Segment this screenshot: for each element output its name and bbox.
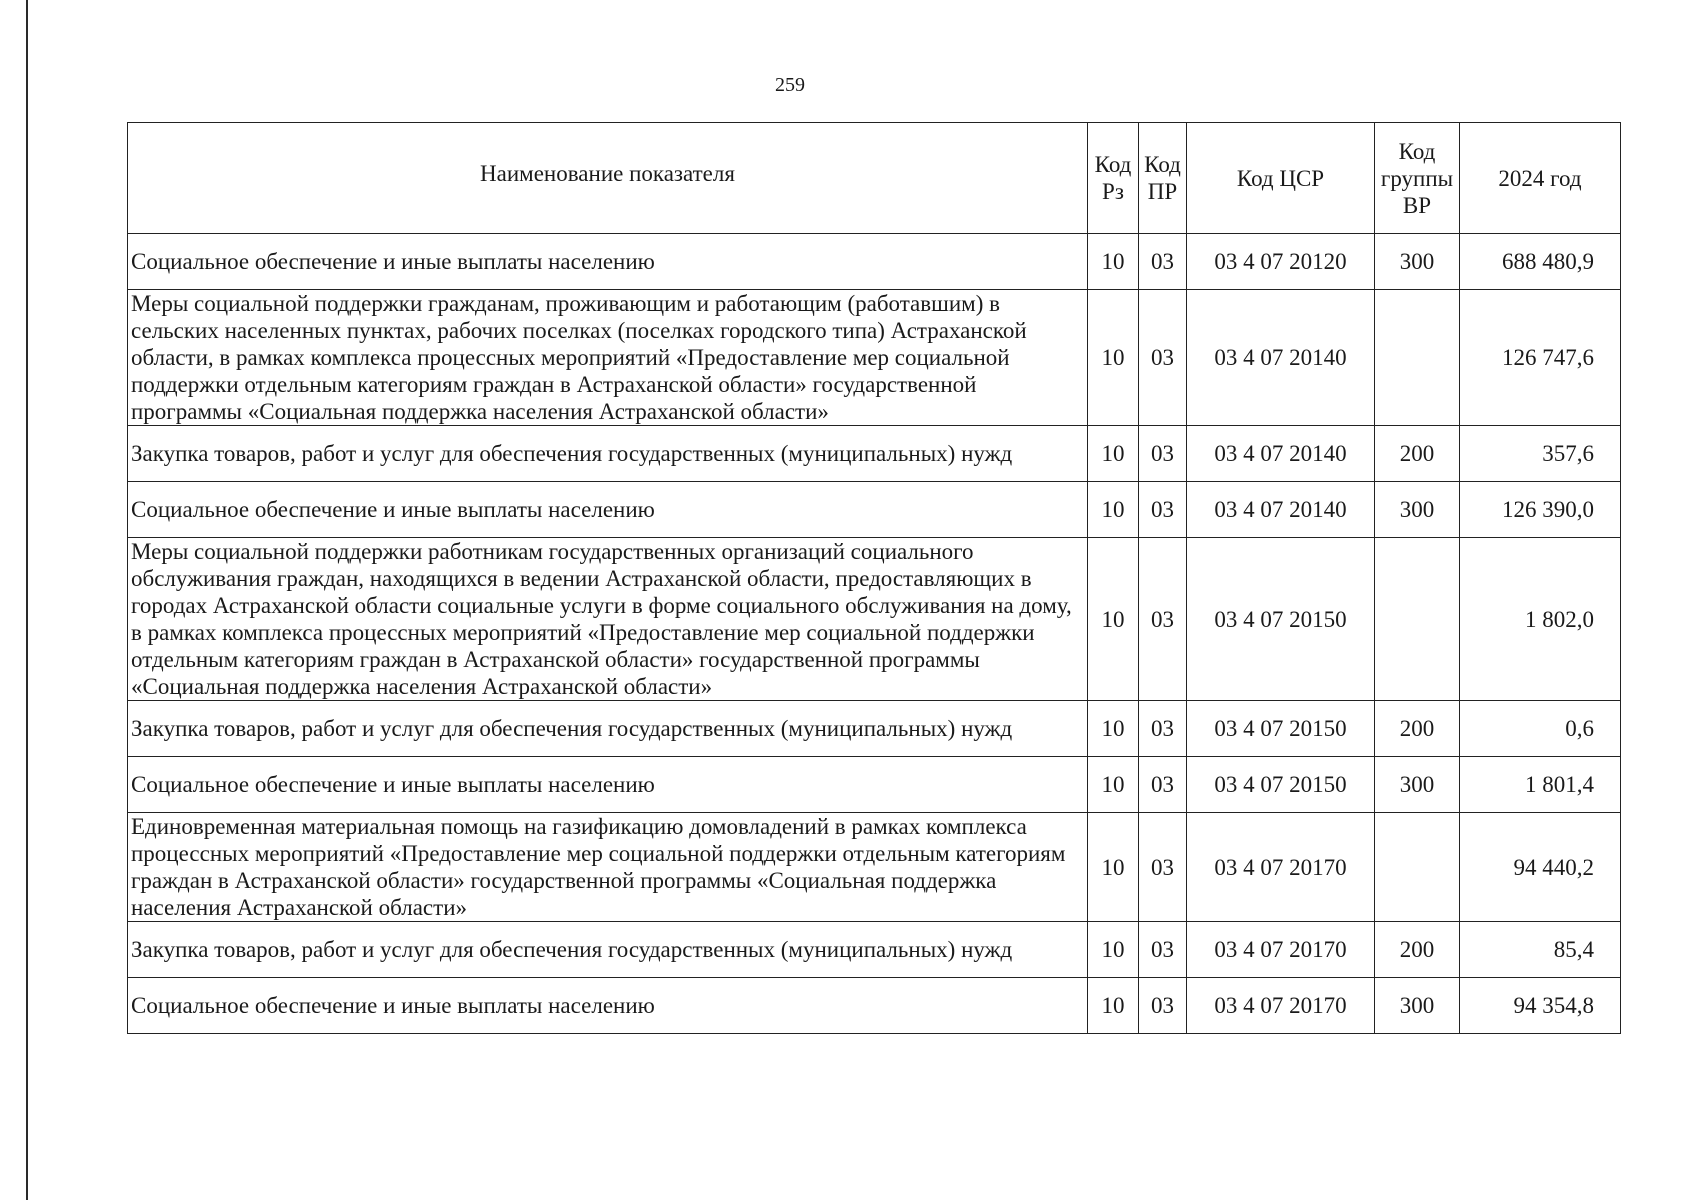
- table-row: [128, 234, 1621, 290]
- table-row: [128, 701, 1621, 757]
- row-pr: 03: [1139, 290, 1187, 426]
- table-row: [128, 978, 1621, 1034]
- row-csr: 03 4 07 20150: [1187, 538, 1375, 701]
- row-amount: 94 354,8: [1460, 978, 1621, 1034]
- row-vr: [1375, 290, 1460, 426]
- page-number: 259: [775, 74, 805, 96]
- row-rz: 10: [1088, 290, 1139, 426]
- row-csr: 03 4 07 20170: [1187, 922, 1375, 978]
- table-body: [128, 234, 1621, 1034]
- row-vr: 300: [1375, 757, 1460, 813]
- row-pr: 03: [1139, 701, 1187, 757]
- row-amount: 1 802,0: [1460, 538, 1621, 701]
- table-header: [128, 123, 1621, 234]
- table-row: [128, 482, 1621, 538]
- row-csr: 03 4 07 20140: [1187, 482, 1375, 538]
- row-rz: 10: [1088, 757, 1139, 813]
- table-row: [128, 922, 1621, 978]
- row-csr: 03 4 07 20150: [1187, 701, 1375, 757]
- row-rz: 10: [1088, 234, 1139, 290]
- row-csr: 03 4 07 20140: [1187, 290, 1375, 426]
- row-amount: 85,4: [1460, 922, 1621, 978]
- row-vr: 200: [1375, 922, 1460, 978]
- row-name: Закупка товаров, работ и услуг для обеспечения государственных (муниципальных) нужд: [128, 701, 1088, 757]
- budget-table: [127, 122, 1621, 1034]
- row-name: Единовременная материальная помощь на газификацию домовладений в рамках комплекса процессных мероприятий «Предоставление мер социальной поддержки отдельным категориям граждан в Астраханской области» государственной программы «Социальная поддержка населения Астраханской области»: [128, 813, 1088, 922]
- row-pr: 03: [1139, 482, 1187, 538]
- header-rz: Код Рз: [1088, 123, 1139, 234]
- row-vr: 200: [1375, 701, 1460, 757]
- row-pr: 03: [1139, 426, 1187, 482]
- row-csr: 03 4 07 20140: [1187, 426, 1375, 482]
- row-vr: [1375, 813, 1460, 922]
- header-row: [128, 123, 1621, 234]
- row-name: Закупка товаров, работ и услуг для обеспечения государственных (муниципальных) нужд: [128, 922, 1088, 978]
- row-rz: 10: [1088, 482, 1139, 538]
- row-vr: 200: [1375, 426, 1460, 482]
- row-rz: 10: [1088, 701, 1139, 757]
- row-rz: 10: [1088, 538, 1139, 701]
- row-rz: 10: [1088, 426, 1139, 482]
- scan-edge-line: [26, 0, 28, 1200]
- row-rz: 10: [1088, 978, 1139, 1034]
- row-csr: 03 4 07 20150: [1187, 757, 1375, 813]
- row-pr: 03: [1139, 978, 1187, 1034]
- row-name: Закупка товаров, работ и услуг для обеспечения государственных (муниципальных) нужд: [128, 426, 1088, 482]
- table-row: [128, 538, 1621, 701]
- header-pr: Код ПР: [1139, 123, 1187, 234]
- row-name: Социальное обеспечение и иные выплаты населению: [128, 234, 1088, 290]
- row-amount: 357,6: [1460, 426, 1621, 482]
- header-vr: Код группы ВР: [1375, 123, 1460, 234]
- row-vr: [1375, 538, 1460, 701]
- row-vr: 300: [1375, 978, 1460, 1034]
- row-name: Социальное обеспечение и иные выплаты населению: [128, 757, 1088, 813]
- row-pr: 03: [1139, 234, 1187, 290]
- table-row: [128, 757, 1621, 813]
- table-row: [128, 426, 1621, 482]
- row-amount: 0,6: [1460, 701, 1621, 757]
- row-csr: 03 4 07 20120: [1187, 234, 1375, 290]
- row-amount: 688 480,9: [1460, 234, 1621, 290]
- row-name: Меры социальной поддержки работникам государственных организаций социального обслуживания граждан, находящихся в ведении Астраханской области, предоставляющих в городах Астраханской области социальные услуги в форме социального обслуживания на дому, в рамках комплекса процессных мероприятий «Предоставление мер социальной поддержки отдельным категориям граждан в Астраханской области» государственной программы «Социальная поддержка населения Астраханской области»: [128, 538, 1088, 701]
- row-rz: 10: [1088, 813, 1139, 922]
- row-pr: 03: [1139, 757, 1187, 813]
- header-name: Наименование показателя: [128, 123, 1088, 234]
- row-amount: 126 390,0: [1460, 482, 1621, 538]
- row-csr: 03 4 07 20170: [1187, 978, 1375, 1034]
- row-pr: 03: [1139, 922, 1187, 978]
- row-vr: 300: [1375, 482, 1460, 538]
- row-name: Меры социальной поддержки гражданам, проживающим и работающим (работавшим) в сельских населенных пунктах, рабочих поселках (поселках городского типа) Астраханской области, в рамках комплекса процессных мероприятий «Предоставление мер социальной поддержки отдельным категориям граждан в Астраханской области» государственной программы «Социальная поддержка населения Астраханской области»: [128, 290, 1088, 426]
- table-row: [128, 813, 1621, 922]
- header-csr: Код ЦСР: [1187, 123, 1375, 234]
- row-pr: 03: [1139, 813, 1187, 922]
- header-year: 2024 год: [1460, 123, 1621, 234]
- row-amount: 126 747,6: [1460, 290, 1621, 426]
- row-csr: 03 4 07 20170: [1187, 813, 1375, 922]
- row-amount: 94 440,2: [1460, 813, 1621, 922]
- row-vr: 300: [1375, 234, 1460, 290]
- row-amount: 1 801,4: [1460, 757, 1621, 813]
- table-row: [128, 290, 1621, 426]
- row-rz: 10: [1088, 922, 1139, 978]
- row-name: Социальное обеспечение и иные выплаты населению: [128, 482, 1088, 538]
- row-pr: 03: [1139, 538, 1187, 701]
- row-name: Социальное обеспечение и иные выплаты населению: [128, 978, 1088, 1034]
